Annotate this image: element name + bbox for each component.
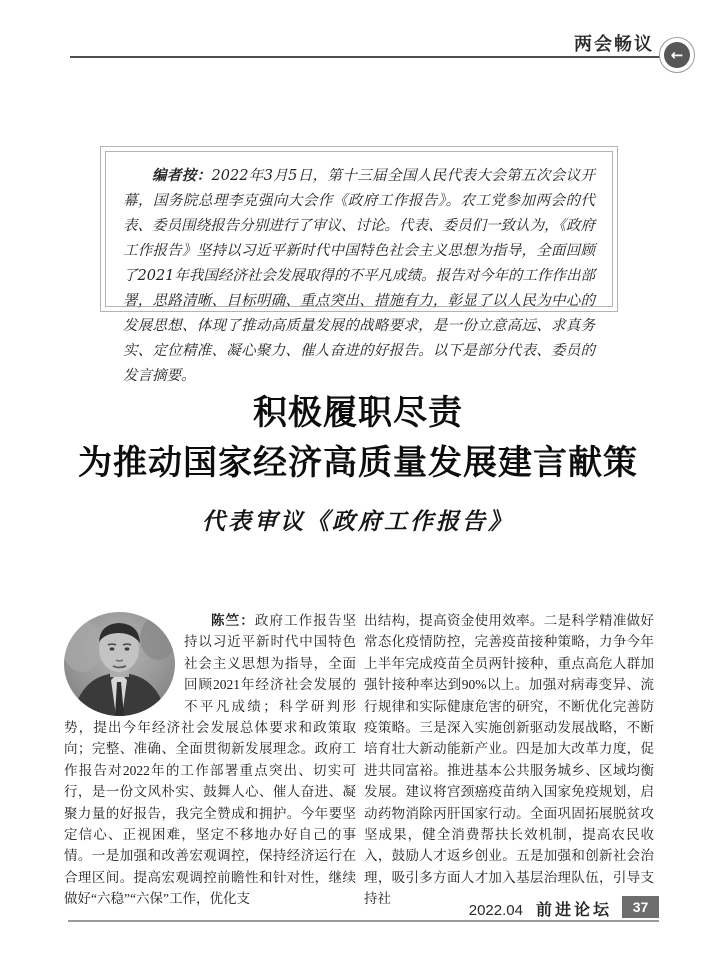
editor-note-text	[123, 163, 595, 389]
footer-rule	[68, 920, 659, 922]
portrait-photo	[64, 612, 175, 716]
editor-note-lead: 编者按：	[152, 167, 212, 184]
page-number-badge: 37	[622, 896, 659, 918]
article-left-column	[64, 610, 356, 910]
article-paragraph-right: 出结构，提高资金使用效率。二是科学精准做好常态化疫情防控，完善疫苗接种策略，力争今年上半年完成疫苗全员两针接种，重点高危人群加强针接种率达到90%以上。加强对病毒变异、流行规律和实际健康危害的研究，不断优化完善防疫策略。三是深入实施创新驱动发展战略，不断培育壮大新动能新产业。四是加大改革力度，促进共同富裕。推进基本公共服务城乡、区域均衡发展。建议将宫颈癌疫苗纳入国家免疫规划，启动药物消除丙肝国家行动。全面巩固拓展脱贫攻坚成果，健全消费帮扶长效机制，提高农民收入，鼓励人才返乡创业。五是加强和创新社会治理，吸引多方面人才加入基层治理队伍，引导支持社	[364, 613, 654, 907]
left-column-text: 政府工作报告坚持以习近平新时代中国特色社会主义思想为指导，全面回顾2021年经济社会发展的不平凡成绩；科学研判形势，提出今年经济社会发展总体要求和政策取向；完整、准确、全面贯彻新发展理念。政府工作报告对2022年的工作部署重点突出、切实可行，是一份文风朴实、鼓舞人心、催人奋进、凝聚力量的好报告，我完全赞成和拥护。今年要坚定信心、正视困难，坚定不移地办好自己的事情。一是加强和改善宏观调控，保持经济运行在合理区间。提高宏观调控前瞻性和针对性，继续做好“六稳”“六保”工作，优化支	[64, 613, 357, 907]
article-title-line2: 为推动国家经济高质量发展建言献策	[78, 444, 638, 482]
left-arrow-glyph: ←	[664, 42, 690, 68]
speaker-name: 陈竺：	[211, 613, 255, 628]
editor-note-inner-border	[105, 151, 613, 384]
article-right-column	[364, 610, 654, 910]
article-subtitle: 代表审议《政府工作报告》	[202, 508, 514, 535]
footer-journal-name: 前进论坛	[535, 902, 612, 919]
header-rule	[70, 56, 668, 58]
footer-issue: 2022.04	[468, 902, 523, 919]
editor-note-body: 2022年3月5日，第十三届全国人民代表大会第五次会议开幕，国务院总理李克强向大会作《政府工作报告》。农工党参加两会的代表、委员围绕报告分别进行了审议、讨论。代表、委员们一致认为，《政府工作报告》坚持以习近平新时代中国特色社会主义思想为指导，全面回顾了2021年我国经济社会发展取得的不平凡成绩。报告对今年的工作作出部署，思路清晰、目标明确、重点突出、措施有力，彰显了以人民为中心的发展思想、体现了推动高质量发展的战略要求，是一份立意高远、求真务实、定位精准、凝心聚力、催人奋进的好报告。以下是部分代表、委员的发言摘要。	[123, 168, 596, 384]
circled-left-arrow-icon	[659, 37, 695, 73]
section-label: 两会畅议	[574, 34, 654, 54]
footer-text	[469, 897, 612, 920]
title-block	[0, 388, 716, 536]
article-title-line1: 积极履职尽责	[253, 394, 463, 432]
editor-note-box	[100, 146, 618, 384]
